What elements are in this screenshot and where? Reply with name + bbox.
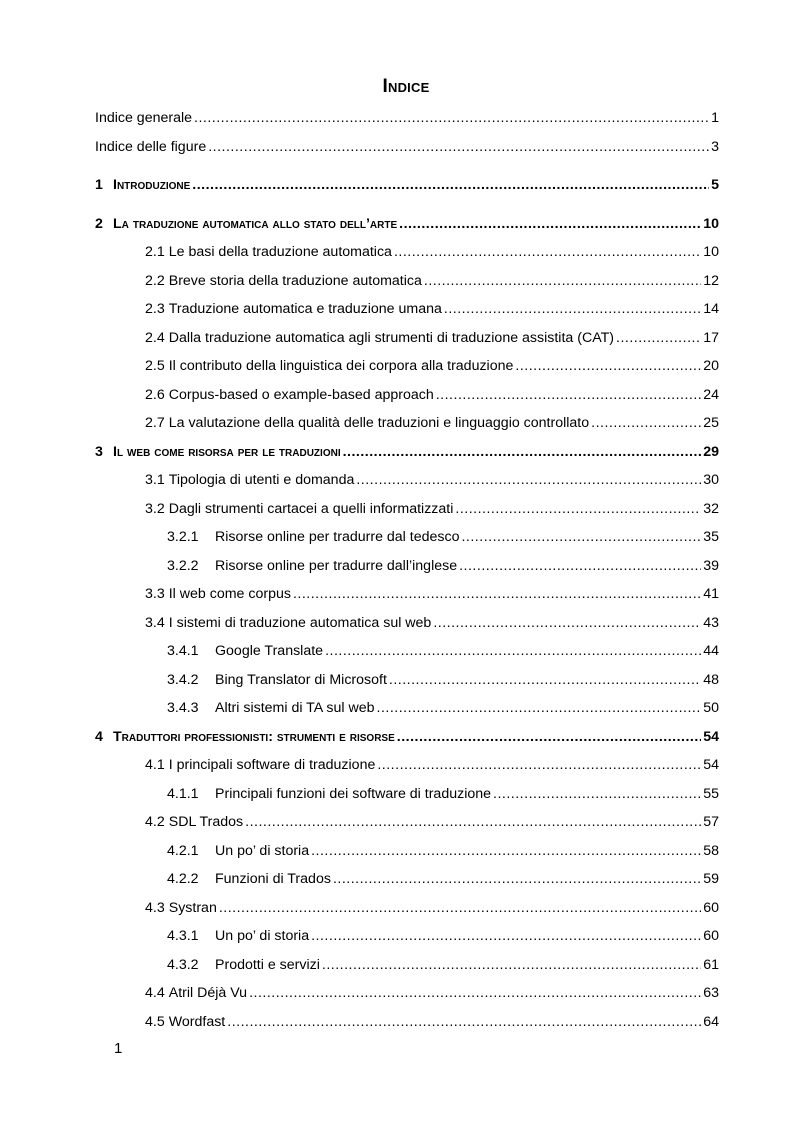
dot-leader bbox=[616, 330, 701, 346]
toc-entry-indice-generale[interactable] bbox=[95, 110, 719, 139]
dot-leader bbox=[455, 501, 701, 517]
toc-entry-number: 3.4.2 bbox=[167, 671, 199, 688]
dot-leader bbox=[208, 139, 709, 155]
dot-leader bbox=[293, 586, 701, 602]
toc-entry-section-3-3[interactable] bbox=[95, 586, 719, 615]
toc-entry-page: 58 bbox=[703, 842, 719, 859]
toc-entry-section-2-2[interactable] bbox=[95, 273, 719, 302]
dot-leader bbox=[394, 244, 701, 260]
dot-leader bbox=[194, 110, 709, 126]
toc-entry-section-2-3[interactable] bbox=[95, 301, 719, 330]
toc-entry-page: 10 bbox=[703, 244, 719, 260]
toc-entry-page: 3 bbox=[711, 138, 719, 155]
toc-entry-number: 4.4 bbox=[145, 985, 165, 1001]
toc-entry-chapter-3[interactable] bbox=[95, 444, 719, 473]
page-number: 1 bbox=[114, 1040, 123, 1057]
toc-entry-label: Il contributo della linguistica dei corpora alla traduzione bbox=[168, 358, 514, 374]
toc-entry-subsection-4-2-2[interactable] bbox=[95, 871, 719, 900]
dot-leader bbox=[397, 729, 701, 745]
toc-entry-label: Il web come risorsa per le traduzioni bbox=[113, 443, 341, 460]
toc-entry-label: Introduzione bbox=[113, 177, 191, 193]
toc-entry-label: Systran bbox=[168, 899, 217, 916]
toc-entry-page: 54 bbox=[703, 757, 719, 773]
toc-entry-page: 14 bbox=[703, 301, 719, 317]
toc-entry-number: 2.1 bbox=[145, 244, 165, 260]
toc-entry-number: 3.3 bbox=[145, 586, 165, 602]
toc-entry-page: 5 bbox=[711, 177, 719, 193]
toc-entry-subsection-3-4-2[interactable] bbox=[95, 672, 719, 701]
dot-leader bbox=[227, 1014, 701, 1030]
toc-entry-page: 63 bbox=[703, 985, 719, 1001]
dot-leader bbox=[343, 444, 702, 460]
toc-entry-number: 4.3.1 bbox=[167, 928, 199, 944]
toc-entry-label: SDL Trados bbox=[168, 814, 244, 830]
toc-entry-section-4-5[interactable] bbox=[95, 1014, 719, 1043]
toc-entry-label: Il web come corpus bbox=[168, 586, 291, 602]
toc-entry-page: 60 bbox=[703, 899, 719, 916]
toc-entry-subsection-4-2-1[interactable] bbox=[95, 843, 719, 872]
dot-leader bbox=[591, 415, 701, 431]
toc-entry-section-3-4[interactable] bbox=[95, 615, 719, 644]
toc-entry-page: 61 bbox=[703, 956, 719, 973]
dot-leader bbox=[245, 814, 701, 830]
toc-entry-number: 4.2 bbox=[145, 814, 165, 830]
toc-entry-number: 4.1 bbox=[145, 757, 165, 773]
toc-entry-label: Tipologia di utenti e domanda bbox=[168, 472, 355, 488]
dot-leader bbox=[444, 301, 701, 317]
toc-entry-number: 4.3 bbox=[145, 899, 165, 916]
toc-entry-section-4-3[interactable] bbox=[95, 900, 719, 929]
toc-entry-page: 54 bbox=[703, 728, 719, 745]
toc-entry-subsection-4-3-2[interactable] bbox=[95, 957, 719, 986]
toc-entry-subsection-3-4-1[interactable] bbox=[95, 643, 719, 672]
dot-leader bbox=[356, 472, 701, 488]
dot-leader bbox=[436, 387, 701, 403]
toc-entry-number: 2.6 bbox=[145, 386, 165, 403]
toc-entry-number: 2.2 bbox=[145, 272, 165, 289]
toc-entry-label: Principali funzioni dei software di traduzione bbox=[215, 785, 492, 802]
toc-entry-label: I sistemi di traduzione automatica sul web bbox=[168, 614, 432, 631]
toc-entry-section-3-2[interactable] bbox=[95, 501, 719, 530]
dot-leader bbox=[424, 273, 701, 289]
toc-entry-number: 1 bbox=[95, 177, 103, 193]
table-of-contents bbox=[95, 110, 719, 1042]
toc-entry-number: 3.4.3 bbox=[167, 700, 199, 716]
dot-leader bbox=[377, 700, 702, 716]
toc-entry-subsection-3-4-3[interactable] bbox=[95, 700, 719, 729]
toc-entry-page: 39 bbox=[703, 557, 719, 574]
toc-entry-label: Indice generale bbox=[95, 110, 193, 126]
dot-leader bbox=[249, 985, 701, 1001]
toc-entry-chapter-4[interactable] bbox=[95, 729, 719, 758]
toc-entry-page: 30 bbox=[703, 472, 719, 488]
dot-leader bbox=[515, 358, 701, 374]
toc-entry-label: Le basi della traduzione automatica bbox=[168, 244, 392, 260]
toc-entry-page: 35 bbox=[703, 529, 719, 545]
dot-leader bbox=[461, 529, 701, 545]
toc-entry-label: Bing Translator di Microsoft bbox=[215, 671, 387, 688]
toc-entry-subsection-3-2-1[interactable] bbox=[95, 529, 719, 558]
toc-entry-page: 10 bbox=[703, 215, 719, 232]
dot-leader bbox=[493, 786, 701, 802]
toc-entry-number: 4.3.2 bbox=[167, 956, 199, 973]
toc-entry-section-2-4[interactable] bbox=[95, 330, 719, 359]
toc-entry-section-4-1[interactable] bbox=[95, 757, 719, 786]
toc-entry-page: 41 bbox=[703, 586, 719, 602]
toc-entry-number: 2.7 bbox=[145, 415, 165, 431]
toc-entry-label: Traduttori professionisti: strumenti e risorse bbox=[113, 728, 395, 745]
toc-entry-label: La valutazione della qualità delle traduzioni e linguaggio controllato bbox=[168, 415, 590, 431]
toc-entry-page: 50 bbox=[703, 700, 719, 716]
dot-leader bbox=[389, 672, 701, 688]
toc-entry-number: 3.4.1 bbox=[167, 643, 199, 659]
toc-entry-number: 3.2.2 bbox=[167, 557, 199, 574]
toc-entry-label: Indice delle figure bbox=[95, 138, 207, 155]
toc-entry-label: Google Translate bbox=[215, 643, 324, 659]
toc-entry-label: Dagli strumenti cartacei a quelli informatizzati bbox=[168, 500, 454, 517]
toc-entry-label: Risorse online per tradurre dall’inglese bbox=[215, 557, 458, 574]
toc-entry-section-2-6[interactable] bbox=[95, 387, 719, 416]
toc-entry-number: 4.5 bbox=[145, 1013, 165, 1030]
toc-entry-label: Risorse online per tradurre dal tedesco bbox=[215, 529, 460, 545]
toc-entry-label: Prodotti e servizi bbox=[215, 956, 320, 973]
toc-entry-page: 20 bbox=[703, 358, 719, 374]
toc-entry-label: La traduzione automatica allo stato dell’arte bbox=[113, 215, 398, 232]
toc-entry-subsection-4-1-1[interactable] bbox=[95, 786, 719, 815]
toc-entry-section-4-2[interactable] bbox=[95, 814, 719, 843]
dot-leader bbox=[433, 615, 701, 631]
toc-entry-number: 4.2.1 bbox=[167, 842, 199, 859]
dot-leader bbox=[311, 843, 701, 859]
toc-entry-page: 60 bbox=[703, 928, 719, 944]
toc-entry-label: Breve storia della traduzione automatica bbox=[168, 272, 422, 289]
toc-entry-label: Dalla traduzione automatica agli strumenti di traduzione assistita (CAT) bbox=[168, 329, 614, 346]
dot-leader bbox=[399, 216, 701, 232]
dot-leader bbox=[459, 558, 701, 574]
toc-entry-section-3-1[interactable] bbox=[95, 472, 719, 501]
toc-entry-section-4-4[interactable] bbox=[95, 985, 719, 1014]
toc-entry-page: 57 bbox=[703, 814, 719, 830]
toc-entry-number: 3.4 bbox=[145, 614, 165, 631]
toc-entry-page: 12 bbox=[703, 272, 719, 289]
toc-entry-page: 64 bbox=[703, 1013, 719, 1030]
toc-entry-number: 4.2.2 bbox=[167, 871, 199, 887]
toc-entry-subsection-3-2-2[interactable] bbox=[95, 558, 719, 587]
toc-entry-section-2-5[interactable] bbox=[95, 358, 719, 387]
toc-entry-label: Traduzione automatica e traduzione umana bbox=[168, 301, 442, 317]
toc-entry-page: 32 bbox=[703, 500, 719, 517]
toc-entry-section-2-1[interactable] bbox=[95, 244, 719, 273]
toc-entry-page: 43 bbox=[703, 614, 719, 631]
dot-leader bbox=[219, 900, 701, 916]
toc-entry-number: 4 bbox=[95, 728, 103, 745]
toc-entry-label: Corpus-based o example-based approach bbox=[168, 386, 434, 403]
dot-leader bbox=[322, 957, 701, 973]
dot-leader bbox=[333, 871, 701, 887]
dot-leader bbox=[325, 643, 701, 659]
toc-entry-label: I principali software di traduzione bbox=[168, 757, 376, 773]
toc-entry-page: 48 bbox=[703, 671, 719, 688]
toc-entry-label: Atril Déjà Vu bbox=[168, 985, 248, 1001]
toc-entry-number: 3.2.1 bbox=[167, 529, 199, 545]
toc-entry-page: 1 bbox=[711, 110, 719, 126]
toc-entry-label: Funzioni di Trados bbox=[215, 871, 331, 887]
toc-entry-number: 2 bbox=[95, 215, 103, 232]
dot-leader bbox=[377, 757, 701, 773]
toc-entry-number: 4.1.1 bbox=[167, 785, 199, 802]
toc-entry-page: 25 bbox=[703, 415, 719, 431]
toc-entry-section-2-7[interactable] bbox=[95, 415, 719, 444]
toc-entry-page: 55 bbox=[703, 785, 719, 802]
toc-entry-label: Un po’ di storia bbox=[215, 928, 310, 944]
toc-entry-label: Un po’ di storia bbox=[215, 842, 310, 859]
toc-entry-chapter-2[interactable] bbox=[95, 216, 719, 245]
toc-title: Indice bbox=[382, 76, 430, 97]
toc-entry-label: Wordfast bbox=[168, 1013, 226, 1030]
toc-entry-page: 44 bbox=[703, 643, 719, 659]
toc-entry-page: 29 bbox=[703, 443, 719, 460]
toc-entry-page: 24 bbox=[703, 386, 719, 403]
toc-entry-chapter-1[interactable] bbox=[95, 177, 719, 206]
toc-entry-subsection-4-3-1[interactable] bbox=[95, 928, 719, 957]
toc-entry-page: 17 bbox=[703, 329, 719, 346]
toc-entry-page: 59 bbox=[703, 871, 719, 887]
toc-entry-number: 2.4 bbox=[145, 329, 165, 346]
dot-leader bbox=[311, 928, 701, 944]
toc-entry-number: 3 bbox=[95, 443, 103, 460]
toc-entry-number: 3.1 bbox=[145, 472, 165, 488]
toc-entry-number: 2.3 bbox=[145, 301, 165, 317]
toc-entry-number: 2.5 bbox=[145, 358, 165, 374]
toc-entry-number: 3.2 bbox=[145, 500, 165, 517]
toc-entry-indice-figure[interactable] bbox=[95, 139, 719, 168]
dot-leader bbox=[192, 177, 709, 193]
toc-entry-label: Altri sistemi di TA sul web bbox=[215, 700, 375, 716]
